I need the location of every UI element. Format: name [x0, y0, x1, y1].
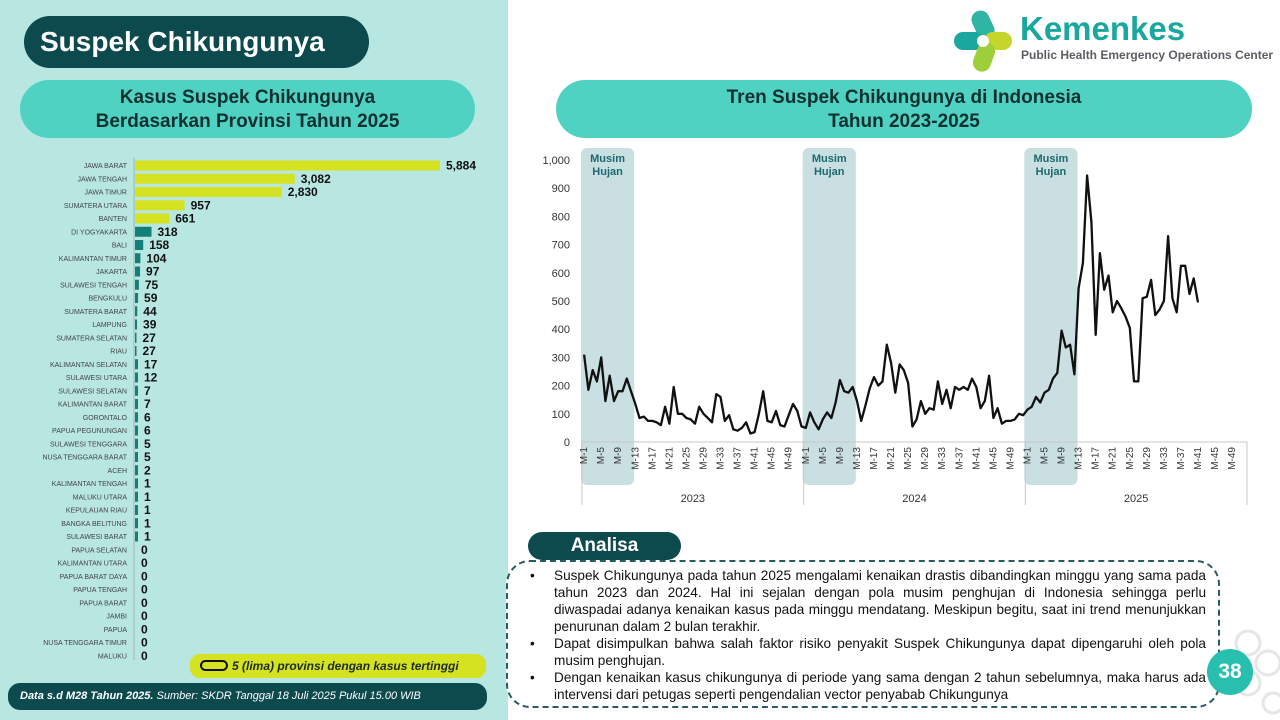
x-tick-label: M-17: [869, 447, 881, 470]
x-tick-label: M-25: [903, 447, 915, 470]
province-label: KALIMANTAN TENGAH: [51, 481, 127, 488]
top5-legend-swatch: [200, 660, 228, 671]
province-label: RIAU: [110, 348, 127, 356]
x-tick-label: M-49: [1005, 447, 1017, 470]
source-text: Sumber: SKDR Tanggal 18 Juli 2025 Pukul 15.00 WIB: [153, 690, 421, 702]
bar-value-label: 1: [144, 489, 151, 504]
x-tick-label: M-5: [1039, 447, 1051, 465]
rainy-season-label: Hujan: [1035, 166, 1067, 178]
province-label: SULAWESI TENGGARA: [49, 441, 127, 449]
bar-value-label: 0: [141, 609, 148, 623]
x-tick-label: M-45: [988, 447, 1000, 470]
brand-subtitle: Public Health Emergency Operations Center: [1021, 48, 1274, 62]
x-tick-label: M-13: [1073, 447, 1085, 470]
top5-legend: [190, 654, 486, 678]
x-tick-label: M-45: [766, 447, 778, 470]
trend-chart-title-line2: Tahun 2023-2025: [828, 111, 980, 132]
province-bar: [135, 200, 185, 210]
analysis-bullet: • Dapat disimpulkan bahwa salah faktor risiko penyakit Suspek Chikungunya dapat dipengaruhi oleh pola musim penghujan.: [530, 635, 1206, 669]
province-bar: [135, 346, 137, 356]
bar-chart-title-line2: Berdasarkan Provinsi Tahun 2025: [95, 111, 400, 132]
x-tick-label: M-13: [630, 447, 642, 470]
bar-value-label: 27: [142, 344, 156, 358]
bar-value-label: 1: [144, 516, 151, 531]
province-bar: [135, 240, 143, 250]
bar-value-label: 7: [144, 397, 151, 411]
x-tick-label: M-1: [1022, 447, 1034, 465]
x-tick-label: M-5: [817, 447, 829, 465]
bar-value-label: 318: [157, 224, 178, 239]
x-tick-label: M-9: [613, 447, 625, 465]
x-tick-label: M-49: [1227, 447, 1239, 470]
analysis-bullet: • Suspek Chikungunya pada tahun 2025 mengalami kenaikan drastis dibandingkan minggu yang sama pada tahun 2023 dan 2024. Hal ini sejalan dengan pola musim penghujan di Indonesia sehingga perlu diwaspadai adanya kenaikan kasus pada minggu mendatang. Meskipun begitu, saat ini trend menunjukkan penurunan dalam 2 bulan terakhir.: [530, 567, 1206, 635]
bar-value-label: 0: [141, 556, 148, 570]
x-tick-label: M-29: [920, 447, 932, 470]
kemenkes-leaf-logo-icon: [952, 8, 1014, 74]
bar-value-label: 0: [141, 622, 148, 637]
bar-value-label: 17: [144, 357, 158, 372]
rainy-season-label: Musim: [590, 153, 625, 165]
x-tick-label: M-1: [579, 447, 591, 465]
province-label: PAPUA SELATAN: [71, 547, 127, 555]
bar-value-label: 5: [144, 450, 151, 464]
bar-value-label: 7: [144, 383, 151, 398]
year-label: 2024: [902, 493, 927, 505]
province-label: KALIMANTAN SELATAN: [49, 361, 127, 369]
bar-value-label: 97: [146, 264, 160, 279]
y-tick-label: 200: [551, 380, 570, 393]
province-label: PAPUA BARAT DAYA: [59, 573, 127, 581]
bar-value-label: 0: [141, 635, 148, 650]
rainy-season-band: [1024, 148, 1077, 485]
bar-value-label: 1: [144, 529, 151, 544]
bar-value-label: 1: [144, 503, 151, 517]
province-label: PAPUA: [103, 626, 127, 634]
year-label: 2023: [680, 493, 706, 505]
bar-value-label: 75: [144, 277, 159, 292]
province-bar: [135, 359, 138, 369]
province-label: JAWA TENGAH: [77, 176, 127, 184]
province-bar: [135, 386, 138, 396]
province-label: MALUKU: [97, 653, 127, 660]
bar-value-label: 44: [143, 304, 157, 319]
province-bar: [135, 399, 138, 409]
bar-value-label: 0: [141, 569, 148, 584]
province-bar: [135, 267, 140, 277]
province-bar: [135, 333, 137, 343]
x-tick-label: M-33: [1158, 447, 1170, 470]
x-tick-label: M-37: [954, 447, 966, 470]
x-tick-label: M-17: [647, 447, 659, 470]
province-bar: [135, 293, 138, 303]
bar-value-label: 2: [144, 463, 151, 478]
bar-value-label: 5,884: [446, 158, 477, 173]
kemenkes-logo: [952, 8, 1272, 78]
province-bar: [135, 320, 137, 330]
x-tick-label: M-29: [698, 447, 710, 470]
bar-value-label: 0: [141, 582, 148, 597]
province-label: KEPULAUAN RIAU: [65, 507, 127, 515]
province-bar: [135, 518, 138, 528]
province-bar-chart: [0, 150, 508, 660]
trend-chart-title-line1: Tren Suspek Chikungunya di Indonesia: [726, 87, 1082, 108]
x-tick-label: M-33: [937, 447, 949, 470]
bar-value-label: 27: [142, 330, 156, 345]
x-tick-label: M-41: [1192, 447, 1204, 470]
province-bar: [135, 161, 440, 171]
trend-chart-header: [556, 80, 1252, 138]
province-label: SULAWESI BARAT: [66, 534, 127, 541]
source-footer: [8, 683, 487, 710]
province-label: SUMATERA SELATAN: [56, 335, 127, 343]
x-tick-label: M-21: [664, 447, 676, 470]
bar-value-label: 661: [175, 211, 196, 226]
province-label: JAMBI: [106, 613, 127, 621]
province-label: LAMPUNG: [92, 322, 127, 329]
x-tick-label: M-41: [971, 447, 983, 470]
rainy-season-label: Hujan: [592, 166, 623, 178]
bar-value-label: 12: [144, 370, 158, 385]
rainy-season-band: [581, 148, 634, 485]
province-label: PAPUA BARAT: [79, 600, 127, 608]
y-tick-label: 600: [551, 267, 570, 280]
brand-name: Kemenkes: [1020, 10, 1186, 47]
province-bar: [135, 306, 137, 316]
province-label: SULAWESI SELATAN: [58, 388, 127, 396]
x-tick-label: M-37: [732, 447, 744, 470]
bar-value-label: 957: [190, 198, 211, 213]
page-title: Suspek Chikungunya: [24, 16, 369, 68]
province-bar: [135, 174, 295, 184]
province-bar: [135, 214, 169, 224]
province-bar: [135, 439, 138, 449]
bar-value-label: 158: [149, 238, 170, 252]
province-label: NUSA TENGGARA BARAT: [42, 454, 127, 462]
province-label: JAWA BARAT: [83, 163, 127, 170]
bar-value-label: 0: [141, 595, 148, 610]
bar-value-label: 104: [146, 251, 167, 266]
province-label: JAWA TIMUR: [84, 189, 127, 197]
province-label: PAPUA TENGAH: [73, 587, 127, 594]
province-bar: [135, 532, 138, 542]
province-label: JAKARTA: [96, 269, 127, 276]
top5-legend-text: 5 (lima) provinsi dengan kasus tertinggi: [232, 659, 459, 673]
y-tick-label: 1,000: [542, 155, 570, 167]
x-tick-label: M-1: [800, 447, 812, 465]
x-tick-label: M-9: [834, 447, 846, 465]
province-bar: [135, 373, 138, 383]
rainy-season-band: [800, 148, 856, 485]
bar-value-label: 6: [144, 423, 151, 438]
y-tick-label: 300: [551, 352, 570, 365]
province-bar: [135, 187, 282, 197]
x-tick-label: M-25: [1124, 447, 1136, 470]
province-bar: [135, 280, 139, 290]
province-label: PAPUA PEGUNUNGAN: [52, 428, 127, 435]
bar-value-label: 59: [144, 291, 158, 305]
x-tick-label: M-33: [715, 447, 727, 470]
x-tick-label: M-21: [1107, 447, 1119, 470]
province-bar: [135, 253, 140, 263]
province-label: DI YOGYAKARTA: [71, 229, 127, 237]
x-tick-label: M-17: [1090, 447, 1102, 470]
page-number: 38: [1207, 649, 1253, 695]
rainy-season-label: Musim: [811, 153, 847, 165]
province-label: SULAWESI TENGAH: [60, 282, 127, 290]
trend-series-line: [584, 176, 1198, 434]
x-tick-label: M-49: [783, 447, 795, 470]
bar-value-label: 0: [141, 648, 148, 660]
x-tick-label: M-9: [1056, 447, 1068, 465]
bar-value-label: 0: [141, 542, 148, 557]
rainy-season-label: Musim: [1033, 153, 1069, 165]
y-tick-label: 400: [551, 324, 570, 337]
province-bar: [135, 412, 138, 422]
bar-value-label: 3,082: [300, 171, 331, 186]
bar-chart-header: [20, 80, 475, 138]
rainy-season-label: Hujan: [813, 166, 845, 178]
analysis-list: [530, 567, 1206, 703]
x-tick-label: M-5: [596, 447, 608, 465]
province-label: ACEH: [107, 467, 127, 475]
province-label: GORONTALO: [82, 414, 127, 422]
province-bar: [135, 505, 138, 515]
x-tick-label: M-29: [1141, 447, 1153, 470]
analysis-label: Analisa: [528, 532, 681, 560]
province-bar: [135, 426, 138, 436]
x-tick-label: M-41: [749, 447, 761, 470]
bar-chart-title-line1: Kasus Suspek Chikungunya: [119, 87, 376, 108]
province-label: BANGKA BELITUNG: [61, 520, 127, 528]
province-label: KALIMANTAN BARAT: [58, 401, 127, 409]
y-tick-label: 100: [551, 408, 570, 421]
province-bar: [135, 452, 138, 462]
bar-value-label: 6: [144, 410, 151, 425]
province-label: MALUKU UTARA: [72, 494, 127, 502]
analysis-box: [506, 560, 1220, 708]
year-label: 2025: [1123, 493, 1149, 505]
province-label: BALI: [111, 242, 127, 250]
y-tick-label: 800: [551, 211, 570, 224]
bar-value-label: 2,830: [287, 185, 318, 199]
province-bar: [135, 465, 138, 475]
x-tick-label: M-13: [851, 447, 863, 470]
bar-value-label: 5: [144, 436, 151, 451]
y-tick-label: 900: [551, 183, 570, 196]
province-label: BENGKULU: [88, 295, 127, 303]
province-label: KALIMANTAN UTARA: [57, 560, 127, 568]
x-tick-label: M-45: [1210, 447, 1222, 470]
x-tick-label: M-25: [681, 447, 693, 470]
y-tick-label: 700: [551, 239, 570, 252]
province-label: SUMATERA UTARA: [63, 202, 127, 210]
bar-value-label: 1: [144, 476, 151, 491]
province-label: KALIMANTAN TIMUR: [58, 255, 127, 263]
province-bar: [135, 492, 138, 502]
source-bold: Data s.d M28 Tahun 2025.: [20, 690, 154, 702]
y-tick-label: 0: [563, 437, 570, 449]
y-tick-label: 500: [551, 296, 570, 308]
province-label: SUMATERA BARAT: [64, 308, 127, 316]
province-label: BANTEN: [98, 216, 127, 223]
bar-value-label: 39: [143, 317, 157, 332]
province-label: SULAWESI UTARA: [65, 375, 127, 382]
x-tick-label: M-21: [886, 447, 898, 470]
x-tick-label: M-37: [1175, 447, 1187, 470]
analysis-bullet: • Dengan kenaikan kasus chikungunya di periode yang sama dengan 2 tahun sebelumnya, maka harus ada intervensi dari petugas seperti pengendalian vector penyabab Chikungunya: [530, 669, 1206, 703]
province-bar: [135, 479, 138, 489]
trend-line-chart: [512, 140, 1252, 515]
province-bar: [135, 227, 151, 237]
province-label: NUSA TENGGARA TIMUR: [43, 640, 127, 647]
